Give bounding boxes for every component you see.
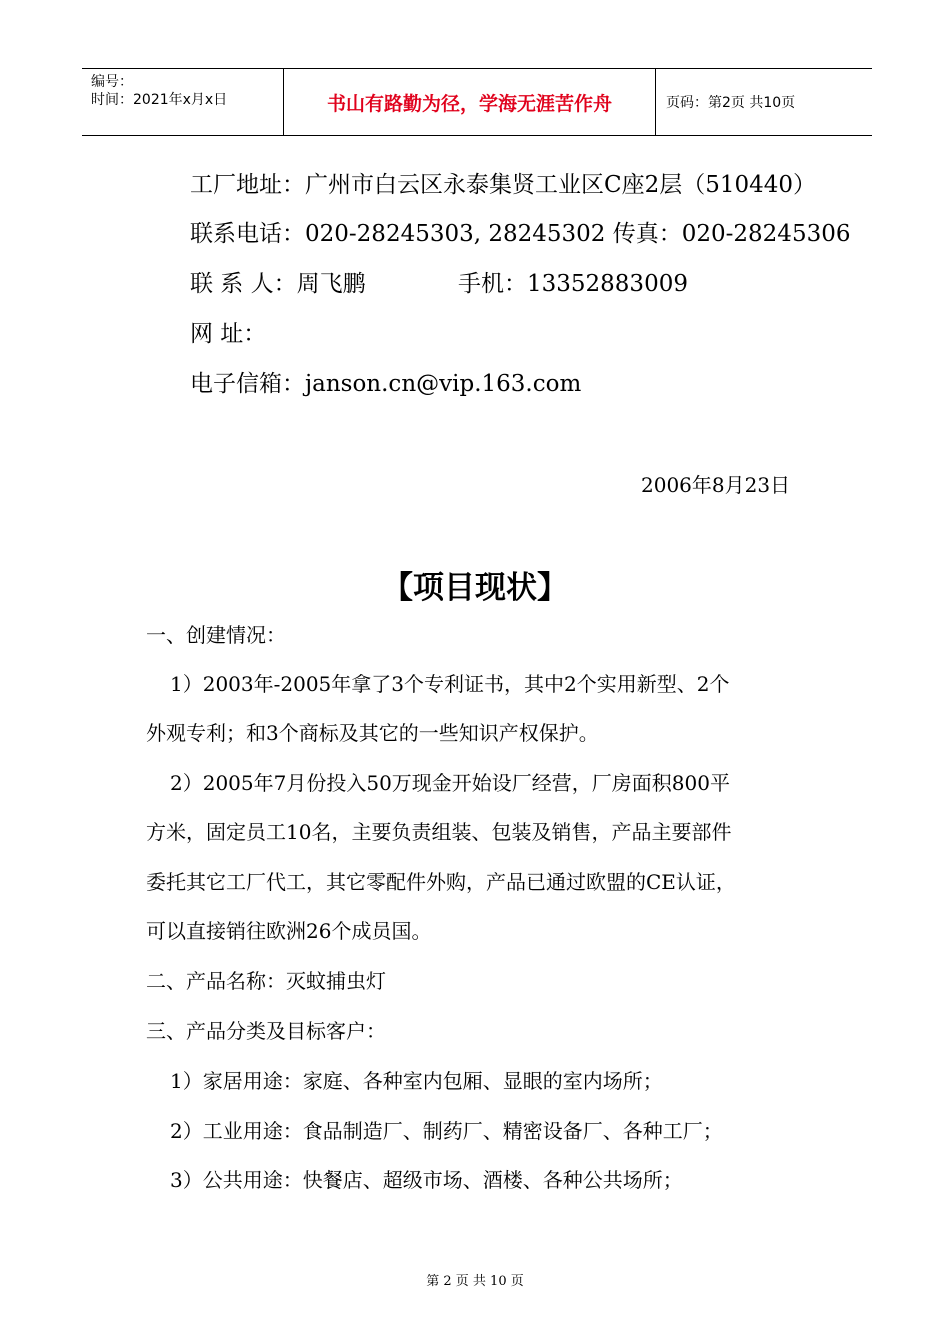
paragraph-1-line-1: 1）2003年-2005年拿了3个专利证书，其中2个实用新型、2个 — [170, 672, 730, 696]
section-title: 【项目现状】 — [382, 570, 568, 606]
header-motto: 书山有路勤为径，学海无涯苦作舟 — [284, 69, 656, 135]
contact-mobile: 手机：13352883009 — [458, 271, 688, 297]
paragraph-2-line-1: 2）2005年7月份投入50万现金开始设厂经营，厂房面积800平 — [170, 771, 730, 795]
contact-email: 电子信箱：janson.cn@vip.163.com — [190, 371, 582, 397]
contact-person: 联 系 人：周飞鹏 — [190, 271, 366, 297]
heading-establishment: 一、创建情况： — [146, 623, 286, 647]
usage-industrial-label: 2）工业用途： — [170, 1119, 303, 1143]
contact-phone-fax: 联系电话：020-28245303, 28245302 传真：020-28245306 — [190, 221, 851, 247]
heading-product-category: 三、产品分类及目标客户： — [146, 1019, 386, 1043]
usage-public: 3）公共用途：快餐店、超级市场、酒楼、各种公共场所； — [170, 1168, 683, 1192]
factory-address: 工厂地址：广州市白云区永泰集贤工业区C座2层（510440） — [190, 172, 817, 198]
usage-industrial — [170, 1118, 723, 1144]
usage-household: 1）家居用途：家庭、各种室内包厢、显眼的室内场所； — [170, 1069, 663, 1093]
paragraph-2-line-4: 可以直接销往欧洲26个成员国。 — [146, 919, 432, 943]
header-meta — [82, 69, 284, 135]
document-date: 2006年8月23日 — [641, 473, 791, 497]
page-footer: 第 2 页 共 10 页 — [426, 1274, 524, 1289]
heading-product-name: 二、产品名称：灭蚊捕虫灯 — [146, 969, 386, 993]
contact-website: 网 址： — [190, 321, 267, 347]
paragraph-1-line-2: 外观专利；和3个商标及其它的一些知识产权保护。 — [146, 721, 599, 745]
paragraph-2-line-3: 委托其它工厂代工，其它零配件外购，产品已通过欧盟的CE认证， — [146, 870, 736, 894]
paragraph-2-line-2: 方米，固定员工10名，主要负责组装、包装及销售，产品主要部件 — [146, 820, 732, 844]
document-number: 编号： — [91, 74, 133, 90]
usage-industrial-list: 食品制造厂、制药厂、精密设备厂、各种工厂； — [302, 1119, 723, 1143]
header-page-info: 页码：第2页 共10页 — [666, 95, 796, 111]
page-header — [82, 68, 872, 136]
document-time: 时间：2021年x月x日 — [91, 92, 228, 108]
